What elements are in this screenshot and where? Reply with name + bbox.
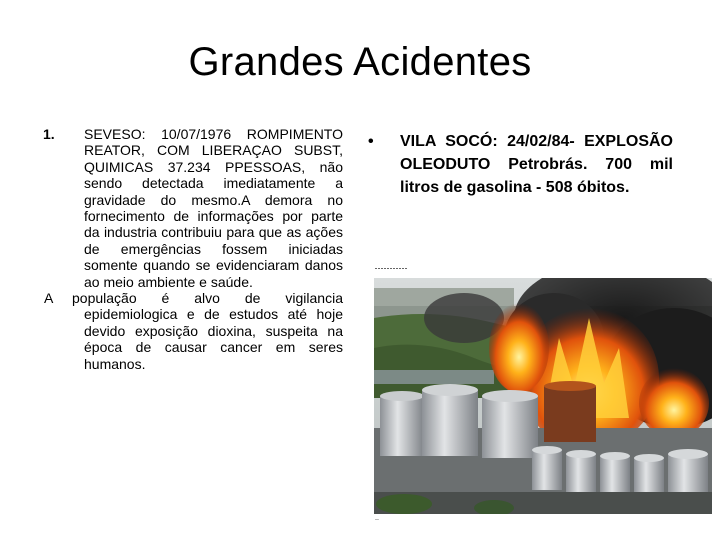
seveso-text: 10/07/1976 ROMPIMENTO REATOR, COM LIBERAÇAO SUBST, QUIMICAS 37.234 PPESSOAS, não sendo detectada imediatamente a gravidade do mesmo.A demora no fornecimento de informações por parte da industria contribuiu para que as ações de emergências fossem iniciadas somente quando se evidenciaram danos ao meio ambiente e saúde. <box>84 126 343 290</box>
list-item-population <box>40 290 343 372</box>
seveso-section <box>40 126 343 372</box>
photo-corner-mark: – <box>375 516 379 523</box>
list-number: 1. <box>43 126 55 142</box>
seveso-label: SEVESO: <box>84 126 146 142</box>
population-first-line: população é alvo de vigilancia <box>72 290 343 307</box>
bullet-icon: • <box>368 133 374 150</box>
vila-soco-text: VILA SOCÓ: 24/02/84- EXPLOSÃO OLEODUTO Petrobrás. 700 mil litros de gasolina - 508 óbitos. <box>400 133 673 196</box>
list-letter: A <box>44 290 54 307</box>
seveso-paragraph <box>84 126 343 290</box>
population-text: epidemiologica e de estudos até hoje devido exposição dioxina, suspeita na época de causar cancer em seres humanos. <box>84 306 343 372</box>
vila-soco-section <box>368 130 673 199</box>
refinery-fire-photo <box>374 278 712 514</box>
list-item-seveso <box>40 126 343 290</box>
slide-title: Grandes Acidentes <box>188 40 532 84</box>
photo-top-mark <box>375 268 407 269</box>
